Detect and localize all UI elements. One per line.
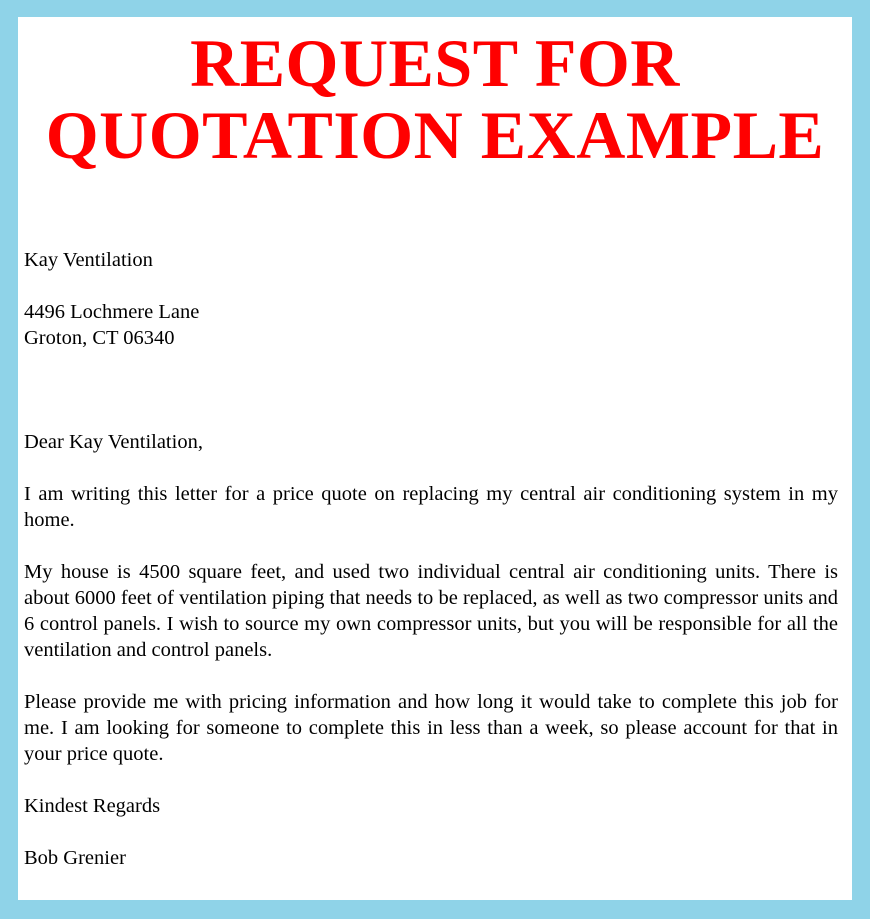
title-line-2: QUOTATION EXAMPLE bbox=[45, 97, 825, 173]
salutation: Dear Kay Ventilation, bbox=[24, 431, 203, 453]
paragraph-request: Please provide me with pricing information and how long it would take to complete this job for me. I am looking for someone to complete this in less than a week, so please account for that in your price quote. bbox=[24, 691, 838, 765]
letter-body bbox=[24, 247, 838, 871]
recipient-address-line-2: Groton, CT 06340 bbox=[24, 327, 175, 349]
signature: Bob Grenier bbox=[24, 847, 126, 869]
recipient-address-line-1: 4496 Lochmere Lane bbox=[24, 301, 200, 323]
paragraph-details: My house is 4500 square feet, and used two individual central air conditioning units. There is about 6000 feet of ventilation piping that needs to be replaced, as well as two compressor units and 6 control panels. I wish to source my own compressor units, but you will be responsible for all the ventilation and control panels. bbox=[24, 561, 838, 661]
title-line-1: REQUEST FOR bbox=[190, 25, 680, 101]
recipient-name: Kay Ventilation bbox=[24, 249, 153, 271]
letter-page bbox=[18, 17, 852, 900]
page-title bbox=[18, 27, 852, 171]
closing: Kindest Regards bbox=[24, 795, 161, 817]
paragraph-intro: I am writing this letter for a price quote on replacing my central air conditioning system in my home. bbox=[24, 483, 838, 531]
